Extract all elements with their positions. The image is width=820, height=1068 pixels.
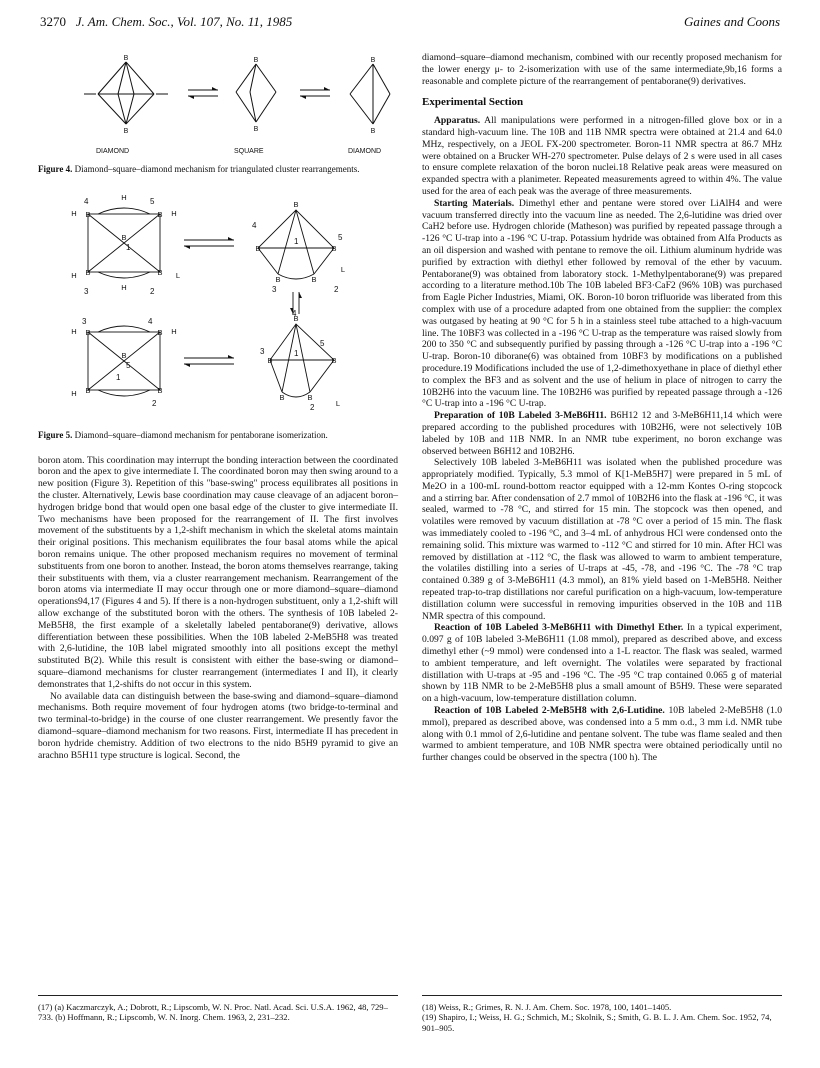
svg-text:B: B bbox=[255, 244, 261, 254]
footnote-rule-left bbox=[38, 995, 398, 996]
svg-text:4: 4 bbox=[252, 221, 257, 231]
svg-text:5: 5 bbox=[126, 361, 131, 371]
running-header-authors: Gaines and Coons bbox=[683, 14, 780, 29]
reaction-lutidine-paragraph: Reaction of 10B Labeled 2-MeB5H8 with 2,6-Lutidine. 10B labeled 2-MeB5H8 (1.0 mmol), prepared as described above, was condensed into a 5 mm o.d., 3 mm i.d. NMR tube along with 0.1 mmol of 2,6-lutidine and pentane solvent. The tube was flame sealed and then warmed to ambient temperature, and 10B NMR spectra were obtained periodically until no further changes could be observed in the spectra (100 h). The bbox=[422, 705, 782, 764]
svg-text:B: B bbox=[253, 57, 259, 64]
svg-text:B: B bbox=[279, 393, 285, 403]
svg-text:2: 2 bbox=[150, 287, 155, 297]
svg-text:H: H bbox=[121, 193, 127, 203]
svg-text:B: B bbox=[123, 55, 129, 62]
footnote-18: (18) Weiss, R.; Grimes, R. N. J. Am. Chem. Soc. 1978, 100, 1401–1405. bbox=[422, 1002, 672, 1012]
svg-text:4: 4 bbox=[148, 317, 153, 327]
svg-text:B: B bbox=[370, 57, 376, 64]
body-paragraph: Selectively 10B labeled 3-MeB6H11 was isolated when the published procedure was appropriately modified. Typically, 5.3 mmol of K[1-MeB5H7] were prepared in 5 mL of Me2O in a 100-mL round-bottom reactor equipped with a 12-mm Kontes O-ring stopcock and a stirring bar. After condensation of 2.7 mmol of 10B2H6 into the flask at -196 °C, it was sealed, warmed to -78 °C, and stirred for 15 min. The stopcock was then opened, and volatiles were removed by vacuum distillation at -78 °C over a period of 15 min. The flask was immediately cooled to -196 °C, and 3–4 mL of anhydrous HCl were condensed onto the remaining solid. This mixture was warmed to -112 °C and stirred for 10 min. After HCl was removed by distillation at -112 °C, the flask was allowed to warm to ambient temperature, the volatiles distilling into a series of U-traps at -45, -78, and -196 °C. The -78 °C trap contained 0.389 g of 3-MeB6H11 (4.3 mmol), an 81% yield based on 1-MeB5H8. Neither repeated trap-to-trap distillations nor careful purification on a high-vacuum, low-temperature distillation column were successful in removing impurities observed in the 10B and 11B NMR spectra of this compound. bbox=[422, 457, 782, 622]
svg-text:3: 3 bbox=[260, 347, 265, 357]
figure-4 bbox=[38, 52, 398, 174]
body-paragraph: No available data can distinguish between the base-swing and diamond–square–diamond mechanisms. Both require movement of four hydrogen atoms (two bridge-to-terminal and two terminal-to-bridge) in the course of one cluster rearrangement. We presently favor the diamond–square–diamond mechanism for two reasons. First, intermediate II has precedent in boron hydride chemistry. Addition of two electrons to the nido B5H9 pyramid to give an arachno B5H11 type structure is logical. Second, the bbox=[38, 690, 398, 761]
body-paragraph: diamond–square–diamond mechanism, combined with our recently proposed mechanism for the lower energy μ- to 2-isomerization with use of the same intermediate,9b,16 forms a reasonable and complete picture of the rearrangement of pentaborane(9) derivatives. bbox=[422, 52, 782, 87]
starting-materials-paragraph: Starting Materials. Dimethyl ether and pentane were stored over LiAlH4 and were vacuum transferred directly into the vacuum line as needed. The 2,6-lutidine was dried over CaH2 before use. Hydrogen chloride (Matheson) was purified by repeated passage through a -126 °C U-trap into a -196 °C U-trap. Potassium hydride was obtained from Alfa Products as an oil dispersion and washed with pentane to remove the oil. Lithium aluminum hydride was purified by extraction with diethyl ether followed by removal of the ether by vacuum. Pentaborane(9) was obtained from laboratory stock. 1-Methylpentaborane(9) was prepared according to a literature method.10b The 10B labeled BF3·CaF2 (96% 10B) was purchased from Eagle Picher Industries, Miami, OK. Boron-10 boron trifluoride was liberated from this complex with use of a procedure adapted from one obtained from the supplier: the complex was outgased by heating at 90 °C for 5 h in a stainless steel tube attached to a high-vacuum line. The 10BF3 was collected in a -196 °C U-trap as the temperature was raised slowly from 200 to 350 °C and subsequently purified by passing through a -126 °C U-trap into a -196 °C U-trap. Boron-10 diborane(6) was obtained from 10BF3 by modifications on a published procedure.19 Modifications included the use of 1,2-dimethoxyethane in place of diethyl ether to complex the BF3 and as solvent and the use of helium in place of nitrogen to carry the 10B2H6 into the vacuum line. The 10B2H6 was purified by repeated passage through a -126 °C U-trap into a -196 °C U-trap. bbox=[422, 197, 782, 410]
svg-text:H: H bbox=[71, 271, 77, 281]
svg-text:B: B bbox=[267, 356, 273, 366]
preparation-paragraph: Preparation of 10B Labeled 3-MeB6H11. B6H12 12 and 3-MeB6H11,14 which were prepared according to the published procedures with 10B2H6, were not selectively 10B labeled by 10B and 11B NMR. In an NMR tube experiment, no boron exchange was observed between B6H12 and 10B2H6. bbox=[422, 410, 783, 457]
svg-text:3: 3 bbox=[82, 317, 87, 327]
svg-text:3: 3 bbox=[84, 287, 89, 297]
figure-4-label-square: SQUARE bbox=[234, 147, 264, 155]
svg-text:B: B bbox=[157, 210, 163, 220]
svg-text:5: 5 bbox=[338, 233, 343, 243]
svg-text:B: B bbox=[331, 244, 337, 254]
svg-text:L: L bbox=[340, 265, 346, 275]
svg-text:3: 3 bbox=[272, 285, 277, 295]
svg-text:H: H bbox=[171, 209, 177, 219]
footnote-19: (19) Shapiro, I.; Weiss, H. G.; Schmich, M.; Skolnik, S.; Smith, G. B. L. J. Am. Chem. Soc. 1952, 74, 901–905. bbox=[422, 1012, 772, 1033]
figure-4-label-diamond-2: DIAMOND bbox=[348, 147, 382, 155]
runin-heading: Reaction of 10B Labeled 3-MeB6H11 with Dimethyl Ether. bbox=[434, 622, 684, 634]
svg-text:B: B bbox=[253, 126, 259, 133]
svg-text:1: 1 bbox=[294, 349, 299, 359]
figure-4-caption-text: Diamond–square–diamond mechanism for triangulated cluster rearrangements. bbox=[74, 163, 360, 174]
svg-text:1: 1 bbox=[294, 237, 299, 247]
figure-5-caption bbox=[38, 430, 398, 441]
svg-text:B: B bbox=[311, 275, 317, 285]
figure-4-label-diamond-1: DIAMOND bbox=[96, 147, 130, 155]
runin-heading: Preparation of 10B Labeled 3-MeB6H11. bbox=[434, 410, 607, 422]
svg-text:5: 5 bbox=[150, 197, 155, 207]
svg-text:H: H bbox=[171, 327, 177, 337]
svg-text:B: B bbox=[307, 393, 313, 403]
svg-text:2: 2 bbox=[310, 403, 315, 413]
svg-text:5: 5 bbox=[320, 339, 325, 349]
page-number: 3270 bbox=[40, 14, 66, 29]
figure-4-diagram bbox=[38, 52, 398, 142]
left-column bbox=[38, 52, 398, 761]
svg-text:B: B bbox=[157, 328, 163, 338]
figure-5-caption-label: Figure 5. bbox=[38, 430, 73, 441]
svg-text:1: 1 bbox=[126, 243, 131, 253]
svg-text:2: 2 bbox=[334, 285, 339, 295]
section-heading-experimental: Experimental Section bbox=[422, 96, 524, 109]
svg-text:B: B bbox=[293, 200, 299, 210]
svg-text:B: B bbox=[275, 275, 281, 285]
svg-text:L: L bbox=[335, 399, 341, 409]
figure-5 bbox=[38, 184, 398, 440]
left-body-text bbox=[38, 455, 398, 762]
reaction-dimethyl-ether-paragraph: Reaction of 10B Labeled 3-MeB6H11 with Dimethyl Ether. In a typical experiment, 0.097 g of 10B labeled 3-MeB6H11 (1.08 mmol), prepared as described above, and excess dimethyl ether (~9 mmol) were condensed into a 1-L reactor. The flask was sealed, warmed to ambient temperature, and left overnight. The volatiles were separated by fractional distillation with U-traps at -95 and -196 °C. The -95 °C trap contained 0.065 g of material shown by 11B NMR to be 2-MeB5H8 plus a small amount of B5H9. These were separated on a high-vacuum, low-temperature distillation column. bbox=[422, 622, 782, 705]
svg-text:4: 4 bbox=[84, 197, 89, 207]
figure-4-caption bbox=[38, 164, 398, 175]
svg-text:4: 4 bbox=[292, 309, 297, 319]
runin-heading: Reaction of 10B Labeled 2-MeB5H8 with 2,6-Lutidine. bbox=[434, 705, 665, 717]
svg-text:H: H bbox=[71, 389, 77, 399]
svg-text:H: H bbox=[71, 327, 77, 337]
svg-text:B: B bbox=[293, 314, 299, 324]
footnote-rule-right bbox=[422, 995, 782, 996]
svg-text:B: B bbox=[121, 233, 127, 243]
figure-5-diagram bbox=[38, 184, 398, 424]
svg-text:B: B bbox=[85, 210, 91, 220]
body-paragraph: boron atom. This coordination may interrupt the bonding interaction between the coordinated boron and the apex to give intermediate I. The coordinated boron may then swing around to a new position (Figure 3). Repetition of this "base-swing" process equilibrates all positions in the cluster. Alternatively, Lewis base coordination may cause cleavage of an adjacent boron–hydrogen bridge bond that would open one basal edge of the cluster to give intermediate II. Two mechanisms have been proposed for the rearrangement of II. The first involves movement of the substituents by a 1,2-shift mechanism in which the skeletal atoms maintain their original positions. This mechanism equilibrates the four basal atoms while the apical boron remains unique. The other proposed mechanism requires no movement of terminal substituents from one boron to another. Instead, the boron atoms themselves rearrange, taking their substituents with them, via a cluster rearrangement mechanism. Rearrangement of the boron atoms via intermediate II may occur through one or more diamond–square–diamond operations94,17 (Figures 4 and 5). If there is a non-hydrogen substituent, only a 1,2-shift will allow exchange of the substituted boron with the others. The synthesis of 10B labeled 2-MeB5H8, the first example of a skeletally labeled pentaborane(9) derivative, allows differentiation between these possibilities. When the 10B labeled 2-MeB5H8 was treated with 2,6-lutidine, the 10B label migrated smoothly into all positions except the methyl substituted B(2). While this result is consistent with either the base-swing or diamond–square–diamond mechanisms for cluster rearrangement (intermediates I and II), it clearly demonstrates that 1,2-shifts do not occur in this system. bbox=[38, 454, 398, 690]
svg-text:B: B bbox=[85, 386, 91, 396]
svg-text:H: H bbox=[71, 209, 77, 219]
svg-text:H: H bbox=[121, 283, 127, 293]
svg-text:B: B bbox=[85, 268, 91, 278]
figure-5-caption-text: Diamond–square–diamond mechanism for pentaborane isomerization. bbox=[74, 430, 328, 441]
running-header-left bbox=[40, 14, 292, 30]
svg-text:B: B bbox=[85, 328, 91, 338]
journal-citation: J. Am. Chem. Soc., Vol. 107, No. 11, 1985 bbox=[75, 14, 293, 29]
figure-4-caption-label: Figure 4. bbox=[38, 163, 73, 174]
runin-heading: Apparatus. bbox=[434, 115, 481, 127]
footnote-17: (17) (a) Kaczmarczyk, A.; Dobrott, R.; Lipscomb, W. N. Proc. Natl. Acad. Sci. U.S.A. 1962, 48, 729–733. (b) Hoffmann, R.; Lipscomb, W. N. Inorg. Chem. 1963, 2, 231–232. bbox=[38, 1002, 388, 1023]
right-column bbox=[422, 52, 782, 764]
svg-text:B: B bbox=[123, 128, 129, 135]
footnotes-right bbox=[422, 1002, 782, 1033]
svg-text:B: B bbox=[157, 386, 163, 396]
svg-text:2: 2 bbox=[152, 399, 157, 409]
svg-text:B: B bbox=[370, 128, 376, 135]
svg-text:B: B bbox=[157, 268, 163, 278]
svg-text:1: 1 bbox=[116, 373, 121, 383]
svg-text:B: B bbox=[121, 351, 127, 361]
svg-text:L: L bbox=[175, 271, 181, 281]
apparatus-paragraph: Apparatus. All manipulations were performed in a nitrogen-filled glove box or in a standard high-vacuum line. The 10B and 11B NMR spectra were obtained at 21.4 and 64.0 MHz, respectively, on a JEOL FX-200 spectrometer. Boron-11 NMR spectra at 86.7 MHz were obtained on a Brucker WH-270 spectrometer. Pulse delays of 2 s were used in all cases to ensure complete relaxation of the boron nuclei.18 Relative peak areas were measured on expanded spectra with a planimeter. Repeated measurements agreed to within 4%. The value used for the area of each peak was the average of three measurements. bbox=[422, 115, 782, 197]
runin-heading: Starting Materials. bbox=[434, 197, 515, 209]
svg-text:B: B bbox=[331, 356, 337, 366]
